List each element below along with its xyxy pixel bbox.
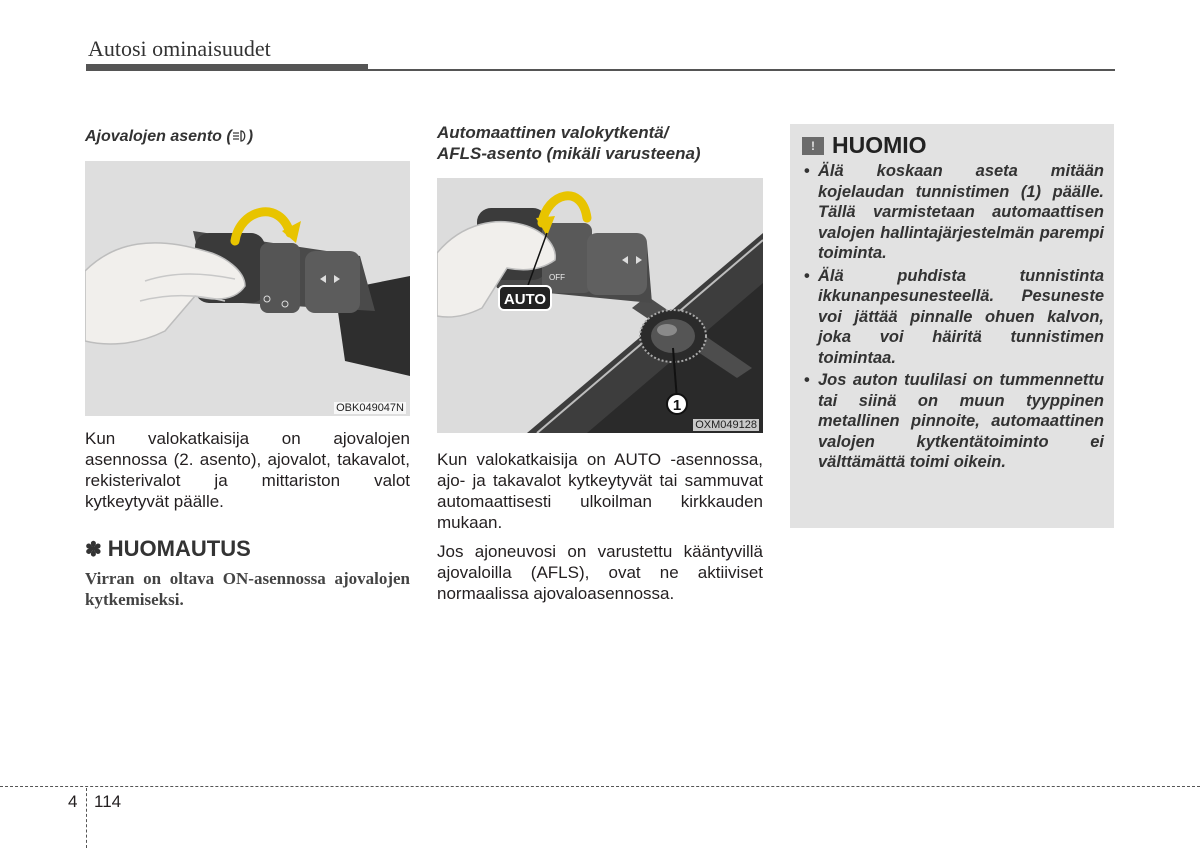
caution-box — [790, 124, 1114, 528]
note-heading — [85, 536, 410, 562]
section-title: Autosi ominaisuudet — [88, 36, 271, 61]
warning-icon: ! — [802, 137, 824, 155]
header-rule — [86, 69, 1115, 71]
footer-rule — [0, 786, 1200, 787]
headlamp-icon — [232, 128, 248, 145]
headlamp-position-heading: Ajovalojen asento ( ) — [85, 128, 254, 145]
footer-divider — [86, 788, 87, 848]
callout-1: 1 — [672, 397, 682, 414]
note-title: HUOMAUTUS — [107, 536, 251, 561]
headlamp-switch-figure — [85, 161, 410, 416]
note-body: Virran on oltava ON-asennossa ajovalojen kytkemiseksi. — [85, 569, 410, 609]
chapter-number: 4 — [68, 792, 78, 811]
auto-light-switch-figure — [437, 178, 763, 433]
auto-light-heading: Automaattinen valokytkentä/ AFLS-asento (mikäli varusteena) — [437, 123, 701, 163]
column-headlamp-position — [85, 126, 410, 610]
off-label: OFF — [549, 273, 565, 282]
caution-item: • Jos auton tuulilasi on tummennettu tai siinä on muun tyyppinen metallinen pinnoite, automaattinen valojen kytkentätoiminto ei välttämättä toimi oikein. — [802, 370, 1104, 473]
auto-light-paragraph-1: Kun valokatkaisija on AUTO -asennossa, ajo- ja takavalot kytkeytyvät tai sammuvat automaattisesti ulkoilman kirkkauden mukaan. — [437, 450, 763, 532]
caution-heading — [802, 132, 1104, 159]
auto-label: AUTO — [503, 291, 547, 308]
caution-title: HUOMIO — [832, 132, 927, 158]
auto-light-paragraph-2: Jos ajoneuvosi on varustettu kääntyvillä ajovaloilla (AFLS), ovat ne aktiiviset normaalissa ajovaloasennossa. — [437, 542, 763, 603]
auto-light-text — [437, 449, 763, 604]
caution-item: • Älä puhdista tunnistinta ikkunanpesunesteellä. Pesuneste voi jättää pinnalle ohuen kalvon, joka voi häiritä tunnistimen toimintaa. — [802, 266, 1104, 369]
column-auto-light — [437, 122, 763, 612]
caution-item: • Älä koskaan aseta mitään kojelaudan tunnistimen (1) päälle. Tällä varmistetaan automaattisen valojen hallintajärjestelmän parempi toiminta. — [802, 161, 1104, 264]
note-star-icon: ✽ — [85, 538, 102, 561]
caution-list — [802, 161, 1104, 473]
headlamp-position-text: Kun valokatkaisija on ajovalojen asennossa (2. asento), ajovalot, takavalot, rekisterivalot ja mittariston valot kytkeytyvät päälle. — [85, 429, 410, 511]
figure-code: OXM049128 — [695, 419, 757, 431]
figure-code: OBK049047N — [336, 402, 404, 414]
page-number: 114 — [94, 792, 122, 811]
